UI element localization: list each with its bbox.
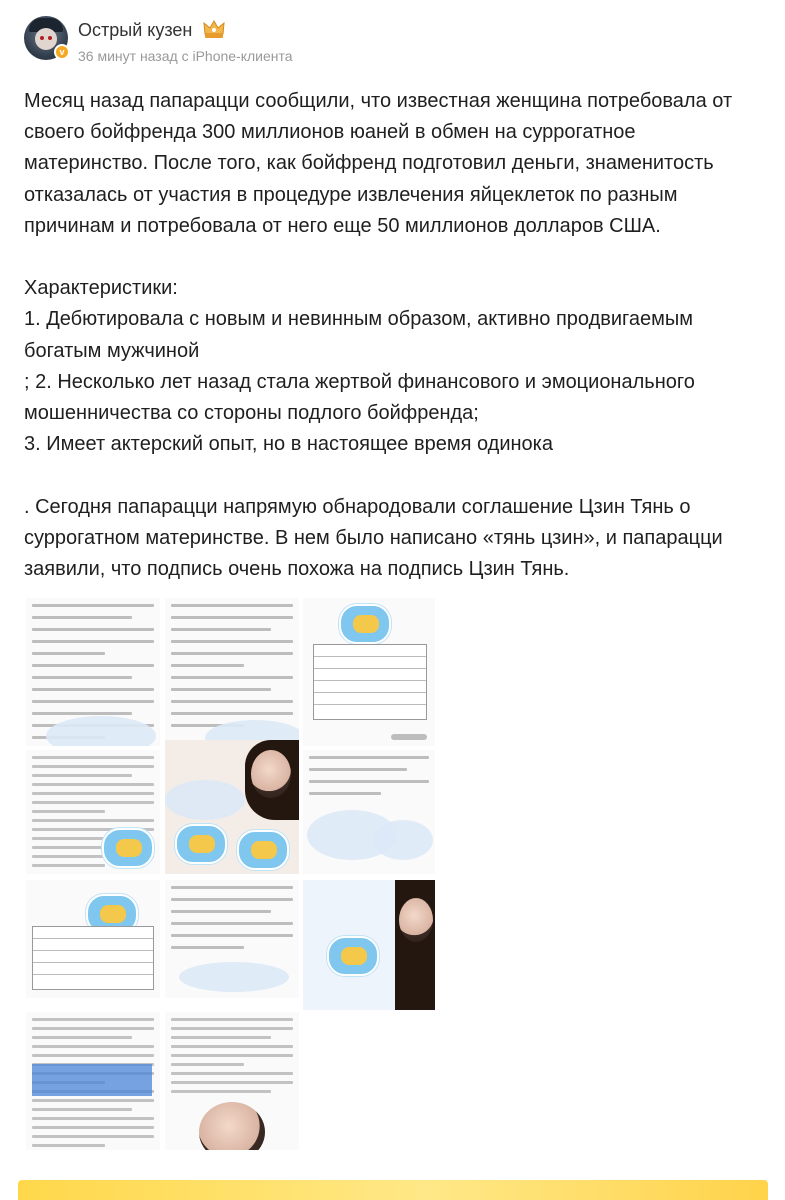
post-image-11[interactable] — [165, 1012, 299, 1150]
post-image-9[interactable] — [303, 880, 435, 1010]
post-image-5[interactable] — [165, 740, 299, 874]
username[interactable]: Острый кузен — [78, 20, 193, 40]
post-image-10[interactable] — [26, 1012, 160, 1150]
post-image-2[interactable] — [165, 598, 299, 746]
post-text: Месяц назад папарацци сообщили, что известная женщина потребовала от своего бойфренда 300 миллионов юаней в обмен на суррогатное материнство. После того, как бойфренд подготовил деньги, знаменитость отказалась от участия в процедуре извлечения яйцеклеток по разным причинам и потребовала от него еще 50 миллионов долларов США. Характеристики: 1. Дебютировала с новым и невинным образом, активно продвигаемым богатым мужчиной ; 2. Несколько лет назад стала жертвой финансового и эмоционального мошенничества со стороны подлого бойфренда; 3. Имеет актерский опыт, но в настоящее время одинока . Сегодня папарацци напрямую обнародовали соглашение Цзин Тянь о суррогатном материнстве. В нем было написано «тянь цзин», и папарацци заявили, что подпись очень похожа на подпись Цзин Тянь. — [24, 90, 733, 581]
post-image-1[interactable] — [26, 598, 160, 746]
post-image-8[interactable] — [165, 880, 299, 998]
post-header — [24, 14, 764, 66]
promo-banner[interactable] — [18, 1180, 768, 1200]
post-meta: 36 минут назад с iPhone-клиента — [78, 48, 293, 64]
verified-badge-icon: v — [54, 44, 70, 60]
post-image-7[interactable] — [26, 880, 160, 998]
post-image-4[interactable] — [26, 750, 160, 874]
post-image-3[interactable] — [303, 598, 435, 746]
post-image-6[interactable] — [303, 750, 435, 874]
crown-icon — [202, 18, 226, 40]
